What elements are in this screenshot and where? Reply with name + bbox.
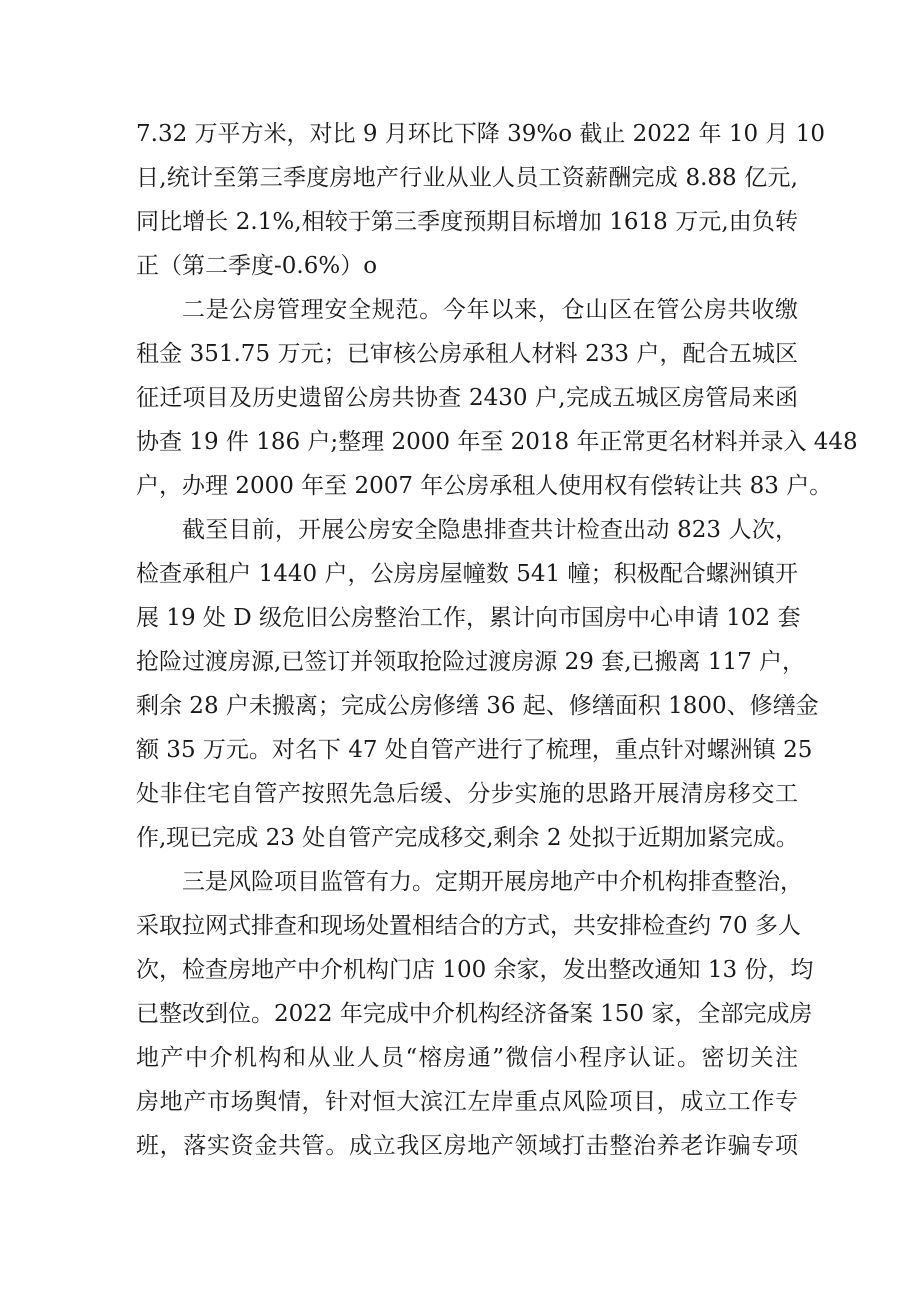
paragraph-public-housing (136, 288, 858, 508)
text-line: 次，检查房地产中介机构门店 100 余家，发出整改通知 13 份，均 (136, 957, 814, 983)
text-line: 正（第二季度-0.6%）o (136, 253, 378, 279)
text-line: 房地产市场舆情，针对恒大滨江左岸重点风险项目，成立工作专 (136, 1089, 798, 1115)
text-line: 三是风险项目监管有力。定期开展房地产中介机构排查整治， (182, 869, 803, 895)
text-line: 额 35 万元。对名下 47 处自管产进行了梳理，重点针对螺洲镇 25 (136, 737, 813, 763)
text-line: 处非住宅自管产按照先急后缓、分步实施的思路开展清房移交工 (136, 781, 798, 807)
text-line: 日,统计至第三季度房地产行业从业人员工资薪酬完成 8.88 亿元, (136, 165, 798, 191)
paragraph-continuation (136, 112, 825, 288)
text-line: 协查 19 件 186 户;整理 2000 年至 2018 年正常更名材料并录入 448 (136, 429, 858, 455)
paragraph-safety-inspection (136, 508, 819, 860)
text-line: 租金 351.75 万元；已审核公房承租人材料 233 户，配合五城区 (136, 341, 798, 367)
text-line: 作,现已完成 23 处自管产完成移交,剩余 2 处拟于近期加紧完成。 (136, 825, 799, 851)
text-line: 7.32 万平方米，对比 9 月环比下降 39%o 截止 2022 年 10 月 10 (136, 121, 825, 147)
text-line: 二是公房管理安全规范。今年以来，仓山区在管公房共收缴 (182, 297, 798, 323)
text-line: 展 19 处 D 级危旧公房整治工作，累计向市国房中心申请 102 套 (136, 605, 801, 631)
text-line: 同比增长 2.1%,相较于第三季度预期目标增加 1618 万元,由负转 (136, 209, 798, 235)
text-line: 检查承租户 1440 户，公房房屋幢数 541 幢；积极配合螺洲镇开 (136, 561, 798, 587)
text-line: 截至目前，开展公房安全隐患排查共计检查出动 823 人次， (182, 517, 798, 543)
text-line: 班，落实资金共管。成立我区房地产领域打击整治养老诈骗专项 (136, 1133, 798, 1159)
text-line: 户，办理 2000 年至 2007 年公房承租人使用权有偿转让共 83 户。 (136, 473, 833, 499)
text-line: 征迁项目及历史遗留公房共协查 2430 户,完成五城区房管局来函 (136, 385, 798, 411)
text-line: 地产中介机构和从业人员“榕房通”微信小程序认证。密切关注 (136, 1045, 798, 1071)
paragraph-risk-supervision (136, 860, 814, 1168)
document-page (136, 112, 858, 1168)
text-line: 抢险过渡房源,已签订并领取抢险过渡房源 29 套,已搬离 117 户， (136, 649, 806, 675)
text-line: 已整改到位。2022 年完成中介机构经济备案 150 家，全部完成房 (136, 1001, 813, 1027)
text-line: 采取拉网式排查和现场处置相结合的方式，共安排检查约 70 多人 (136, 913, 801, 939)
text-line: 剩余 28 户未搬离；完成公房修缮 36 起、修缮面积 1800、修缮金 (136, 693, 819, 719)
